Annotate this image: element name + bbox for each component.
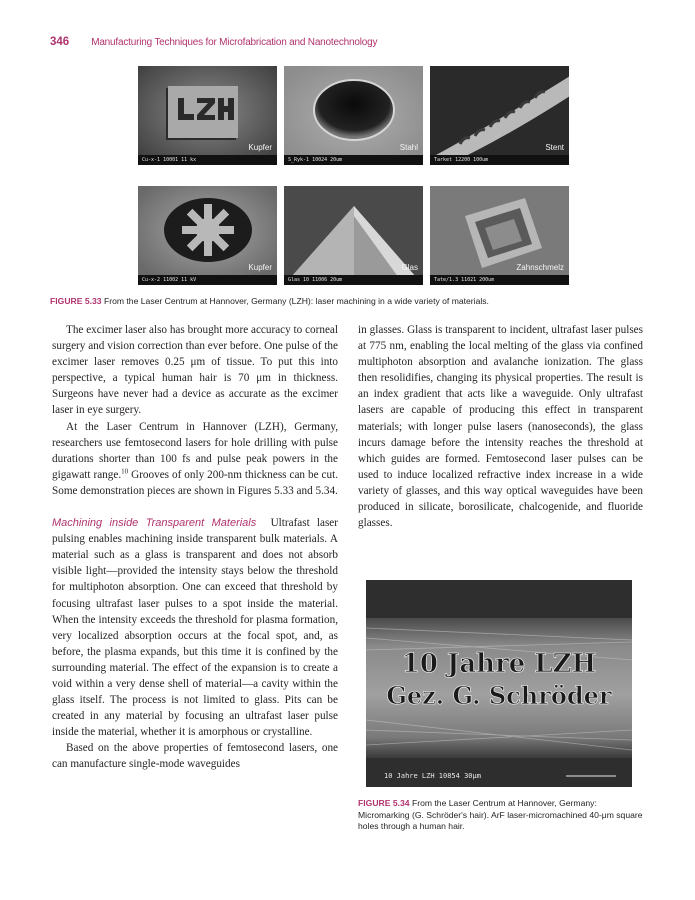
figure-534-label: FIGURE 5.34 [358,798,410,808]
paragraph [52,419,338,499]
sem-panel-lzh-kupfer [138,66,277,165]
panel-info-bar: S_Ryk-1 10024 20um [284,155,423,165]
hair-micromarking-image [366,580,632,787]
engraved-text-line2: Gez. G. Schröder [386,681,612,710]
panel-info-bar: Tarket 12200 100um [430,155,569,165]
paragraph: in glasses. Glass is transparent to incident, ultrafast laser pulses at 775 nm, enabling the local melting of the glass via confined multiphoton absorption and avalanche ionization. The glass then resolidifies, changing its physical properties. The result is an index gradient that acts like a waveguide. Only ultrafast lasers are capable of producing this effect in transparent materials; with longer pulse lasers (nanoseconds), the glass incurs damage before the intensity reaches the threshold at which guides are formed. Femtosecond laser pulses can be used to induce localized refractive index increase in a wide variety of glasses, and this way optical waveguides have been produced in silicate, borosilicate, chalcogenide, and fluoride glasses. [358,324,643,530]
panel-info-bar: Tate/1.3 11021 200um [430,275,569,285]
reference-superscript: 10 [121,467,129,476]
sem-panel-stahl [284,66,423,165]
page-number: 346 [50,36,70,48]
micrograph-info-bar: 10 Jahre LZH 10854 30μm [384,772,481,780]
section-heading: Machining inside Transparent Materials [52,517,257,530]
panel-tag: Kupfer [248,143,272,152]
panel-tag: Zahnschmelz [516,263,564,272]
paragraph-text: Ultrafast laser pulsing enables machining inside transparent bulk materials. A material such as a glass is transparent and does not absorb visible light—provided the intensity stays below the threshold for multiphoton absorption. One can exceed that threshold by focusing ultrafast laser pulses to a spot inside the material. When the intensity exceeds the threshold for plasma formation, very localized absorption occurs at the focal spot, and, as before, the plasma expands, but this time it is confined by the surrounding material. The effect of the expansion is to create a void within a very dense shell of material—a cavity within the glass itself. The process is not limited to glass. Pits can be created in any material by focusing an ultrafast laser pulse inside the material, whether it is amorphous or crystalline. [52,517,338,739]
paragraph: Based on the above properties of femtosecond lasers, one can manufacture single-mode waveguides [52,742,338,771]
panel-tag: Glas [401,263,418,272]
sem-panel-stent [430,66,569,165]
figure-533-caption-text: From the Laser Centrum at Hannover, Germany (LZH): laser machining in a wide variety of materials. [103,296,489,306]
running-title: Manufacturing Techniques for Microfabrication and Nanotechnology [91,37,378,48]
panel-info-bar: Glas 10 11006 20um [284,275,423,285]
running-header [50,32,377,48]
figure-534-caption [358,798,644,833]
paragraph-gap [52,499,338,515]
panel-info-bar: Cu-x-2 11002 11 kV [138,275,277,285]
panel-info-bar: Cu-x-1 10001 11 kx [138,155,277,165]
paragraph [52,515,338,740]
sem-panel-zahnschmelz [430,186,569,285]
right-column [358,322,643,531]
sem-panel-gear-kupfer [138,186,277,285]
paragraph-text: At the Laser Centrum in Hannover (LZH), Germany, researchers use femtosecond lasers for hole drilling with pulse durations shorter than 100 fs and pulse peak powers in the gigawatt range. [52,420,338,481]
panel-tag: Stent [545,143,564,152]
figure-534-hair-micrograph [366,580,632,787]
engraved-text-line1: 10 Jahre LZH [401,649,597,679]
panel-tag: Kupfer [248,263,272,272]
figure-533-label: FIGURE 5.33 [50,296,102,306]
paragraph-text: Grooves of only 200-nm thickness can be cut. Some demonstration pieces are shown in Figures 5.33 and 5.34. [52,468,338,497]
sem-panel-glas [284,186,423,285]
panel-tag: Stahl [399,143,418,152]
figure-533-caption [50,296,650,306]
figure-534-caption-text: From the Laser Centrum at Hannover, Germany: Micromarking (G. Schröder's hair). ArF laser-micromachined 40-μm square holes through a human hair. [358,798,643,832]
paragraph: The excimer laser also has brought more accuracy to corneal surgery and vision correction than ever before. One pulse of the excimer laser removes 0.25 μm of tissue. To put this into perspective, a typical human hair is 70 μm in thickness. Surgeons have never had a device as accurate as the excimer laser in eye surgery. [52,324,338,417]
left-column [52,322,338,773]
